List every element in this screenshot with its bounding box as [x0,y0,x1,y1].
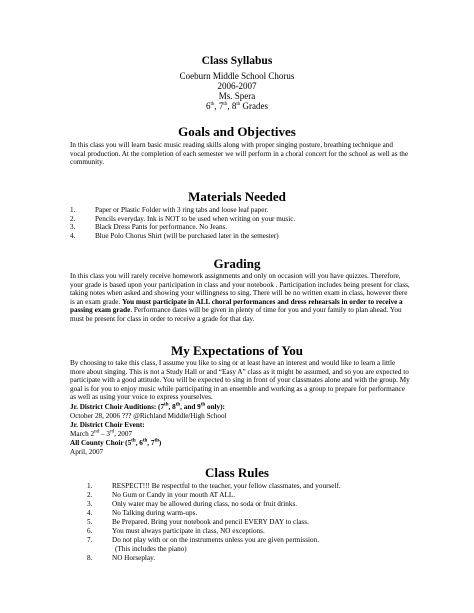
all-county-label: All County Choir (5th, 6th, 7th) [70,438,162,447]
list-item: 2. [87,491,93,499]
list-item-text: RESPECT!!! Be respectful to the teacher, your fellow classmates, and yourself. [112,482,341,490]
all-county-date: April, 2007 [70,448,104,456]
rules-heading: Class Rules [205,465,269,480]
syllabus-title: Class Syllabus [201,55,273,67]
list-item: 5. [87,518,93,526]
list-item-text: Only water may be allowed during class, no soda or fruit drinks. [112,500,298,508]
list-item: 8. [87,554,93,562]
list-item-text: Do not play with or on the instruments unless you are given permission. [112,536,320,544]
grades-line: 6th, 7th, 8th Grades [206,101,268,111]
grading-paragraph: In this class you will rarely receive homework assignments and only on occasion will you have quizzes. Therefore, your grade is based upon your participation in class and your notebook . Participation includes being present for class, taking notes when asked and showing your willingness to sing. There will be no written exam in class, however there is an exam grade. You must participate in ALL choral performances and dress rehearsals in order to receive a passing exam grade. Performance dates will be given in plenty of time for you and your family to plan ahead. You must be present for class in order to receive a grade for that day. [70,272,410,323]
jr-event-date: March 2nd – 3rd, 2007 [70,429,133,438]
list-item: 1. [87,482,93,490]
list-item-text: Be Prepared. Bring your notebook and pencil EVERY DAY to class. [112,518,309,526]
list-item: 1. [70,206,76,214]
grading-bold-requirement: You must participate in ALL choral performances and dress rehearsals in order to receive a passing exam grade [70,297,403,315]
list-item-text: You must always participate in class, NO exceptions. [112,527,265,535]
goals-heading: Goals and Objectives [178,124,296,139]
list-item-text: Blue Polo Chorus Shirt (will be purchased later in the semester) [95,231,279,240]
list-item: 4. [70,231,76,240]
list-item: 3. [87,500,93,508]
jr-auditions-date: October 28, 2006 ??? @Richland Middle/High School [70,412,227,420]
list-item-text: NO Horseplay. [112,554,156,562]
school-year: 2006-2007 [217,81,257,91]
expectations-paragraph: By choosing to take this class, I assume you like to sing or at least have an interest and would like to learn a little more about singing. This is not a Study Hall or and “Easy A” class as it might be assumed, and so you are expected to participate with a good attitude. You will be expected to sing in front of your classmates alone and with the group. My goal is for you to enjoy music while participating in an ensemble and working as a group to prepare for performance as well as using your voice to express yourselves. [70,359,410,402]
list-item: 3. [70,223,76,231]
list-item: 6. [87,527,93,535]
list-item-text: No Talking during warm-ups. [112,509,198,517]
list-item: 2. [70,214,76,223]
jr-event-label: Jr. District Choir Event: [70,421,145,429]
grading-heading: Grading [213,256,261,271]
teacher-name: Ms. Spera [218,91,256,101]
list-item: 7. [87,536,93,544]
list-item-note: (This includes the piano) [115,545,187,553]
list-item: 4. [87,509,93,517]
list-item-text: Paper or Plastic Folder with 3 ring tabs and loose leaf paper. [95,206,269,214]
expectations-heading: My Expectations of You [170,343,304,358]
list-item-text: No Gum or Candy in your mouth AT ALL. [112,491,236,499]
materials-heading: Materials Needed [188,189,286,204]
jr-auditions-label: Jr. District Choir Auditions: (7th, 8th, and 9th only): [70,402,225,411]
school-name: Coeburn Middle School Chorus [179,71,295,81]
list-item-text: Pencils everyday. Ink is NOT to be used when writing on your music. [95,214,296,223]
list-item-text: Black Dress Pants for performance. No Jeans. [95,223,228,231]
goals-paragraph: In this class you will learn basic music reading skills along with proper singing posture, breathing technique and vocal production. At the completion of each semester we will perform in a choral concert for the school as well as the community. [70,141,409,167]
